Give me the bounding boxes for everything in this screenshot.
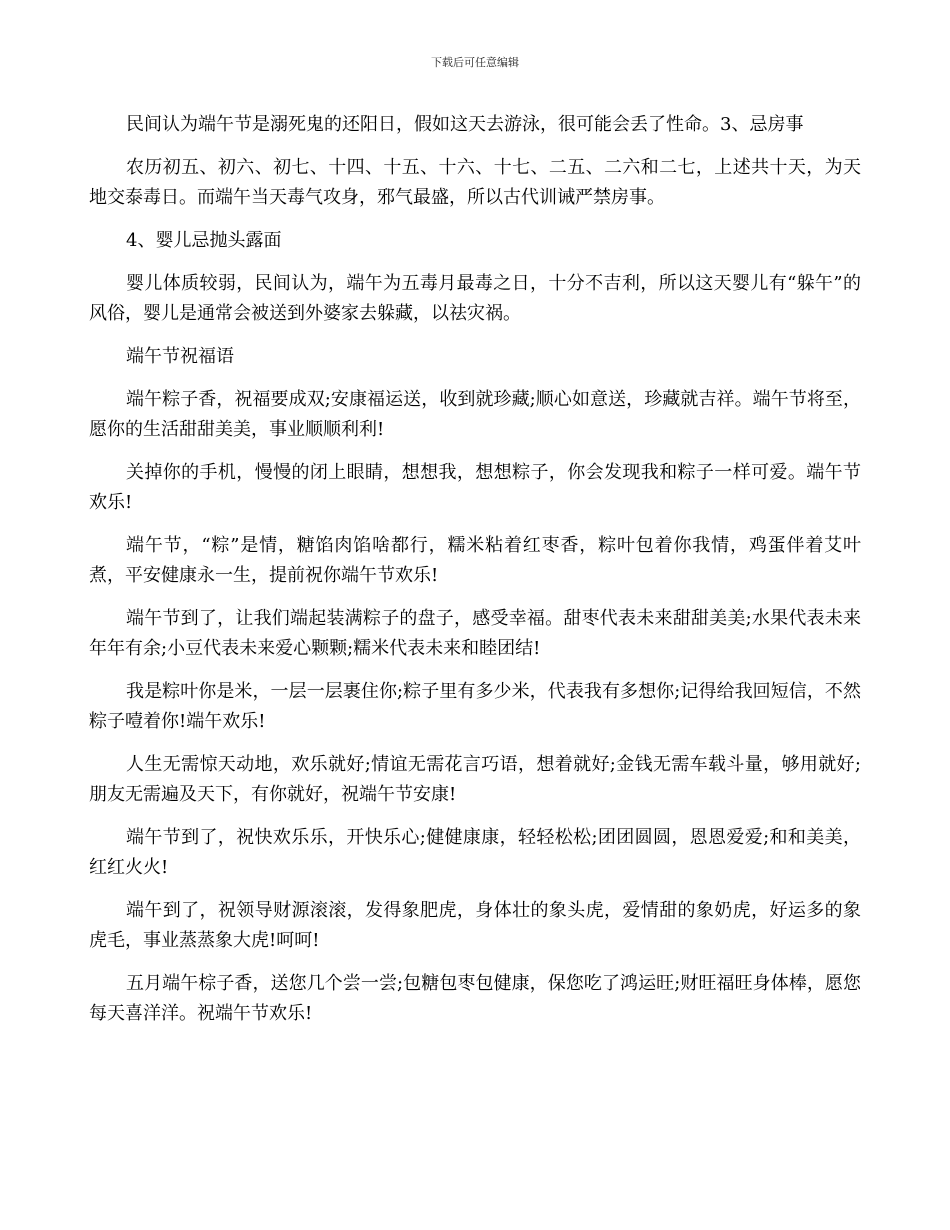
section-heading: 4、婴儿忌抛头露面 <box>126 230 282 251</box>
section-heading: 端午节祝福语 <box>126 346 234 367</box>
paragraph: 民间认为端午节是溺死鬼的还阳日，假如这天去游泳，很可能会丢了性命。3、忌房事 <box>126 114 804 135</box>
page-header: 下载后可任意编辑 <box>431 56 519 69</box>
greeting-paragraph: 关掉你的手机，慢慢的闭上眼睛，想想我，想想粽子，你会发现我和粽子一样可爱。端午节欢乐! <box>89 462 861 513</box>
greeting-paragraph: 端午节到了，让我们端起装满粽子的盘子，感受幸福。甜枣代表未来甜甜美美;水果代表未来年年有余;小豆代表未来爱心颗颗;糯米代表未来和睦团结! <box>89 608 861 659</box>
greeting-paragraph: 端午到了，祝领导财源滚滚，发得象肥虎，身体壮的象头虎，爱情甜的象奶虎，好运多的象虎毛，事业蒸蒸象大虎!呵呵! <box>89 900 861 951</box>
greeting-paragraph: 端午节，“粽”是情，糖馅肉馅啥都行，糯米粘着红枣香，粽叶包着你我情，鸡蛋伴着艾叶煮，平安健康永一生，提前祝你端午节欢乐! <box>89 535 861 586</box>
greeting-paragraph: 端午节到了，祝快欢乐乐，开快乐心;健健康康，轻轻松松;团团圆圆，恩恩爱爱;和和美美，红红火火! <box>89 827 861 878</box>
document-body <box>89 110 861 1042</box>
greeting-paragraph: 人生无需惊天动地，欢乐就好;情谊无需花言巧语，想着就好;金钱无需车载斗量，够用就好;朋友无需遍及天下，有你就好，祝端午节安康! <box>89 754 861 805</box>
greeting-paragraph: 端午粽子香，祝福要成双;安康福运送，收到就珍藏;顺心如意送，珍藏就吉祥。端午节将至，愿你的生活甜甜美美，事业顺顺利利! <box>89 389 861 440</box>
paragraph: 农历初五、初六、初七、十四、十五、十六、十七、二五、二六和二七，上述共十天，为天地交泰毒日。而端午当天毒气攻身，邪气最盛，所以古代训诫严禁房事。 <box>89 157 861 208</box>
greeting-paragraph: 五月端午棕子香，送您几个尝一尝;包糖包枣包健康，保您吃了鸿运旺;财旺福旺身体棒，愿您每天喜洋洋。祝端午节欢乐! <box>89 973 861 1024</box>
paragraph: 婴儿体质较弱，民间认为，端午为五毒月最毒之日，十分不吉利，所以这天婴儿有“躲午”的风俗，婴儿是通常会被送到外婆家去躲藏，以祛灾祸。 <box>89 273 861 324</box>
greeting-paragraph: 我是粽叶你是米，一层一层裹住你;粽子里有多少米，代表我有多想你;记得给我回短信，不然粽子噎着你!端午欢乐! <box>89 681 861 732</box>
